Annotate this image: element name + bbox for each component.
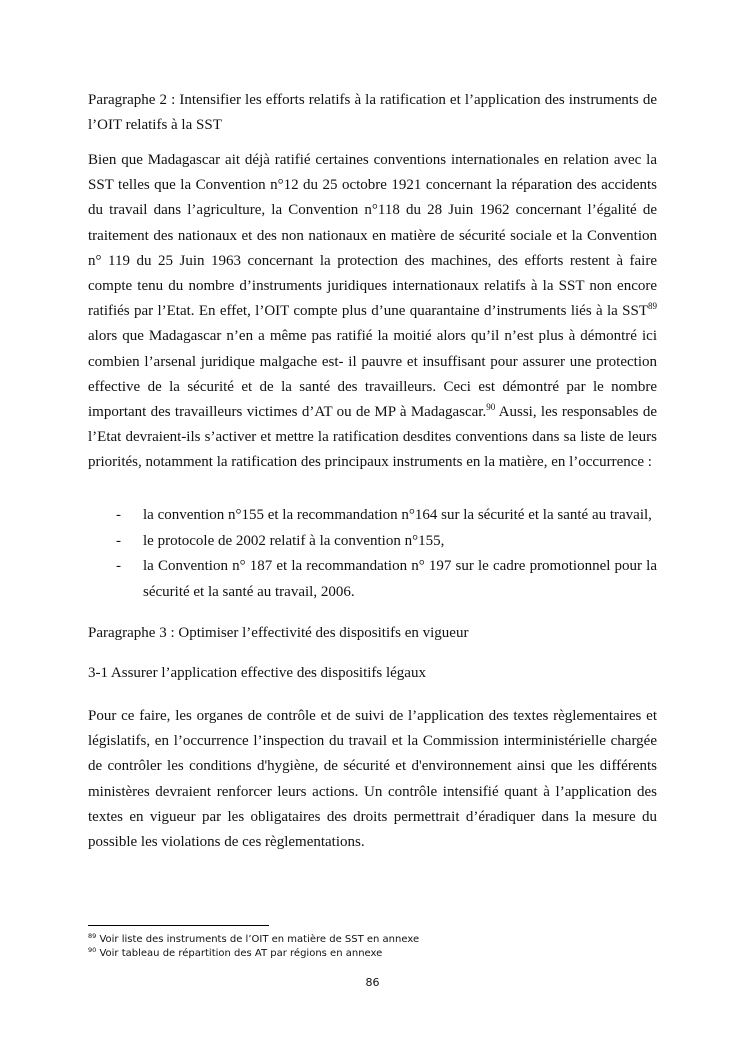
list-item-text: la convention n°155 et la recommandation n°164 sur la sécurité et la santé au travail, (143, 507, 652, 523)
body-paragraph-1 (88, 148, 657, 476)
body-paragraph-2: Pour ce faire, les organes de contrôle et de suivi de l’application des textes règlementaires et législatifs, en l’occurrence l’inspection du travail et la Commission interministérielle chargée de contrôler les conditions d'hygiène, de sécurité et d'environnement ainsi que les différents ministères devraient renforcer leurs actions. Un contrôle intensifié quant à l’application des textes en vigueur par les obligataires des droits permettrait d’éradiquer dans la mesure du possible les violations de ces règlementations. (88, 708, 657, 851)
list-bullet: - (116, 507, 121, 523)
page-number: 86 (365, 976, 380, 989)
footnote-90 (88, 947, 382, 960)
body-paragraph-1-text-c: Aussi, les responsables de l’Etat devraient-ils s’activer et mettre la ratification desdites conventions dans sa liste de leurs priorités, notamment la ratification des principaux instruments en la matière, en l’occurrence : (88, 404, 657, 471)
footnote-text: Voir tableau de répartition des AT par régions en annexe (99, 948, 383, 959)
list-bullet: - (116, 532, 121, 549)
footnote-text: Voir liste des instruments de l’OIT en matière de SST en annexe (99, 934, 420, 945)
body-paragraph-1-text-a: Bien que Madagascar ait déjà ratifié certaines conventions internationales en relation avec la SST telles que la Convention n°12 du 25 octobre 1921 concernant la réparation des accidents du travail dans l’agriculture, la Convention n°118 du 28 Juin 1962 concernant l’égalité de traitement des nationaux et des non nationaux en matière de sécurité sociale et la Convention n° 119 du 25 Juin 1963 concernant la protection des machines, des efforts restent à faire compte tenu du nombre d’instruments juridiques internationaux relatifs à la SST non encore ratifiés par l’Etat. En effet, l’OIT compte plus d’une quarantaine d’instruments liés à la SST (88, 152, 657, 320)
heading-paragraphe-2-line-2: l’OIT relatifs à la SST (88, 117, 222, 134)
list-item-text: le protocole de 2002 relatif à la convention n°155, (143, 532, 445, 549)
heading-section-3-1: 3-1 Assurer l’application effective des dispositifs légaux (88, 665, 426, 681)
footnote-number: 89 (88, 932, 97, 940)
heading-paragraphe-2 (88, 88, 657, 138)
footnote-ref-90: 90 (486, 402, 496, 413)
footnote-89 (88, 933, 419, 946)
footnote-ref-89: 89 (648, 301, 657, 312)
heading-paragraphe-2-line-1: Paragraphe 2 : Intensifier les efforts relatifs à la ratification et l’application des instruments de (88, 92, 657, 108)
body-paragraph-1-text-b: alors que Madagascar n’en a même pas ratifié la moitié alors qu’il n’est plus à démontré ici combien l’arsenal juridique malgache est- il pauvre et insuffisant pour assurer une protection effective de la sécurité et de la santé des travailleurs. Ceci est démontré par le nombre important des travailleurs victimes d’AT ou de MP à Madagascar. (88, 328, 657, 421)
list-bullet: - (116, 558, 121, 574)
footnote-number: 90 (88, 946, 97, 954)
instruments-list (88, 503, 657, 605)
footnote-separator (88, 925, 269, 926)
list-item-text: la Convention n° 187 et la recommandation n° 197 sur le cadre promotionnel pour la sécurité et la santé au travail, 2006. (143, 558, 657, 600)
list-item (88, 529, 657, 555)
heading-paragraphe-3: Paragraphe 3 : Optimiser l’effectivité des dispositifs en vigueur (88, 625, 469, 641)
list-item (88, 503, 657, 529)
list-item (88, 554, 657, 605)
